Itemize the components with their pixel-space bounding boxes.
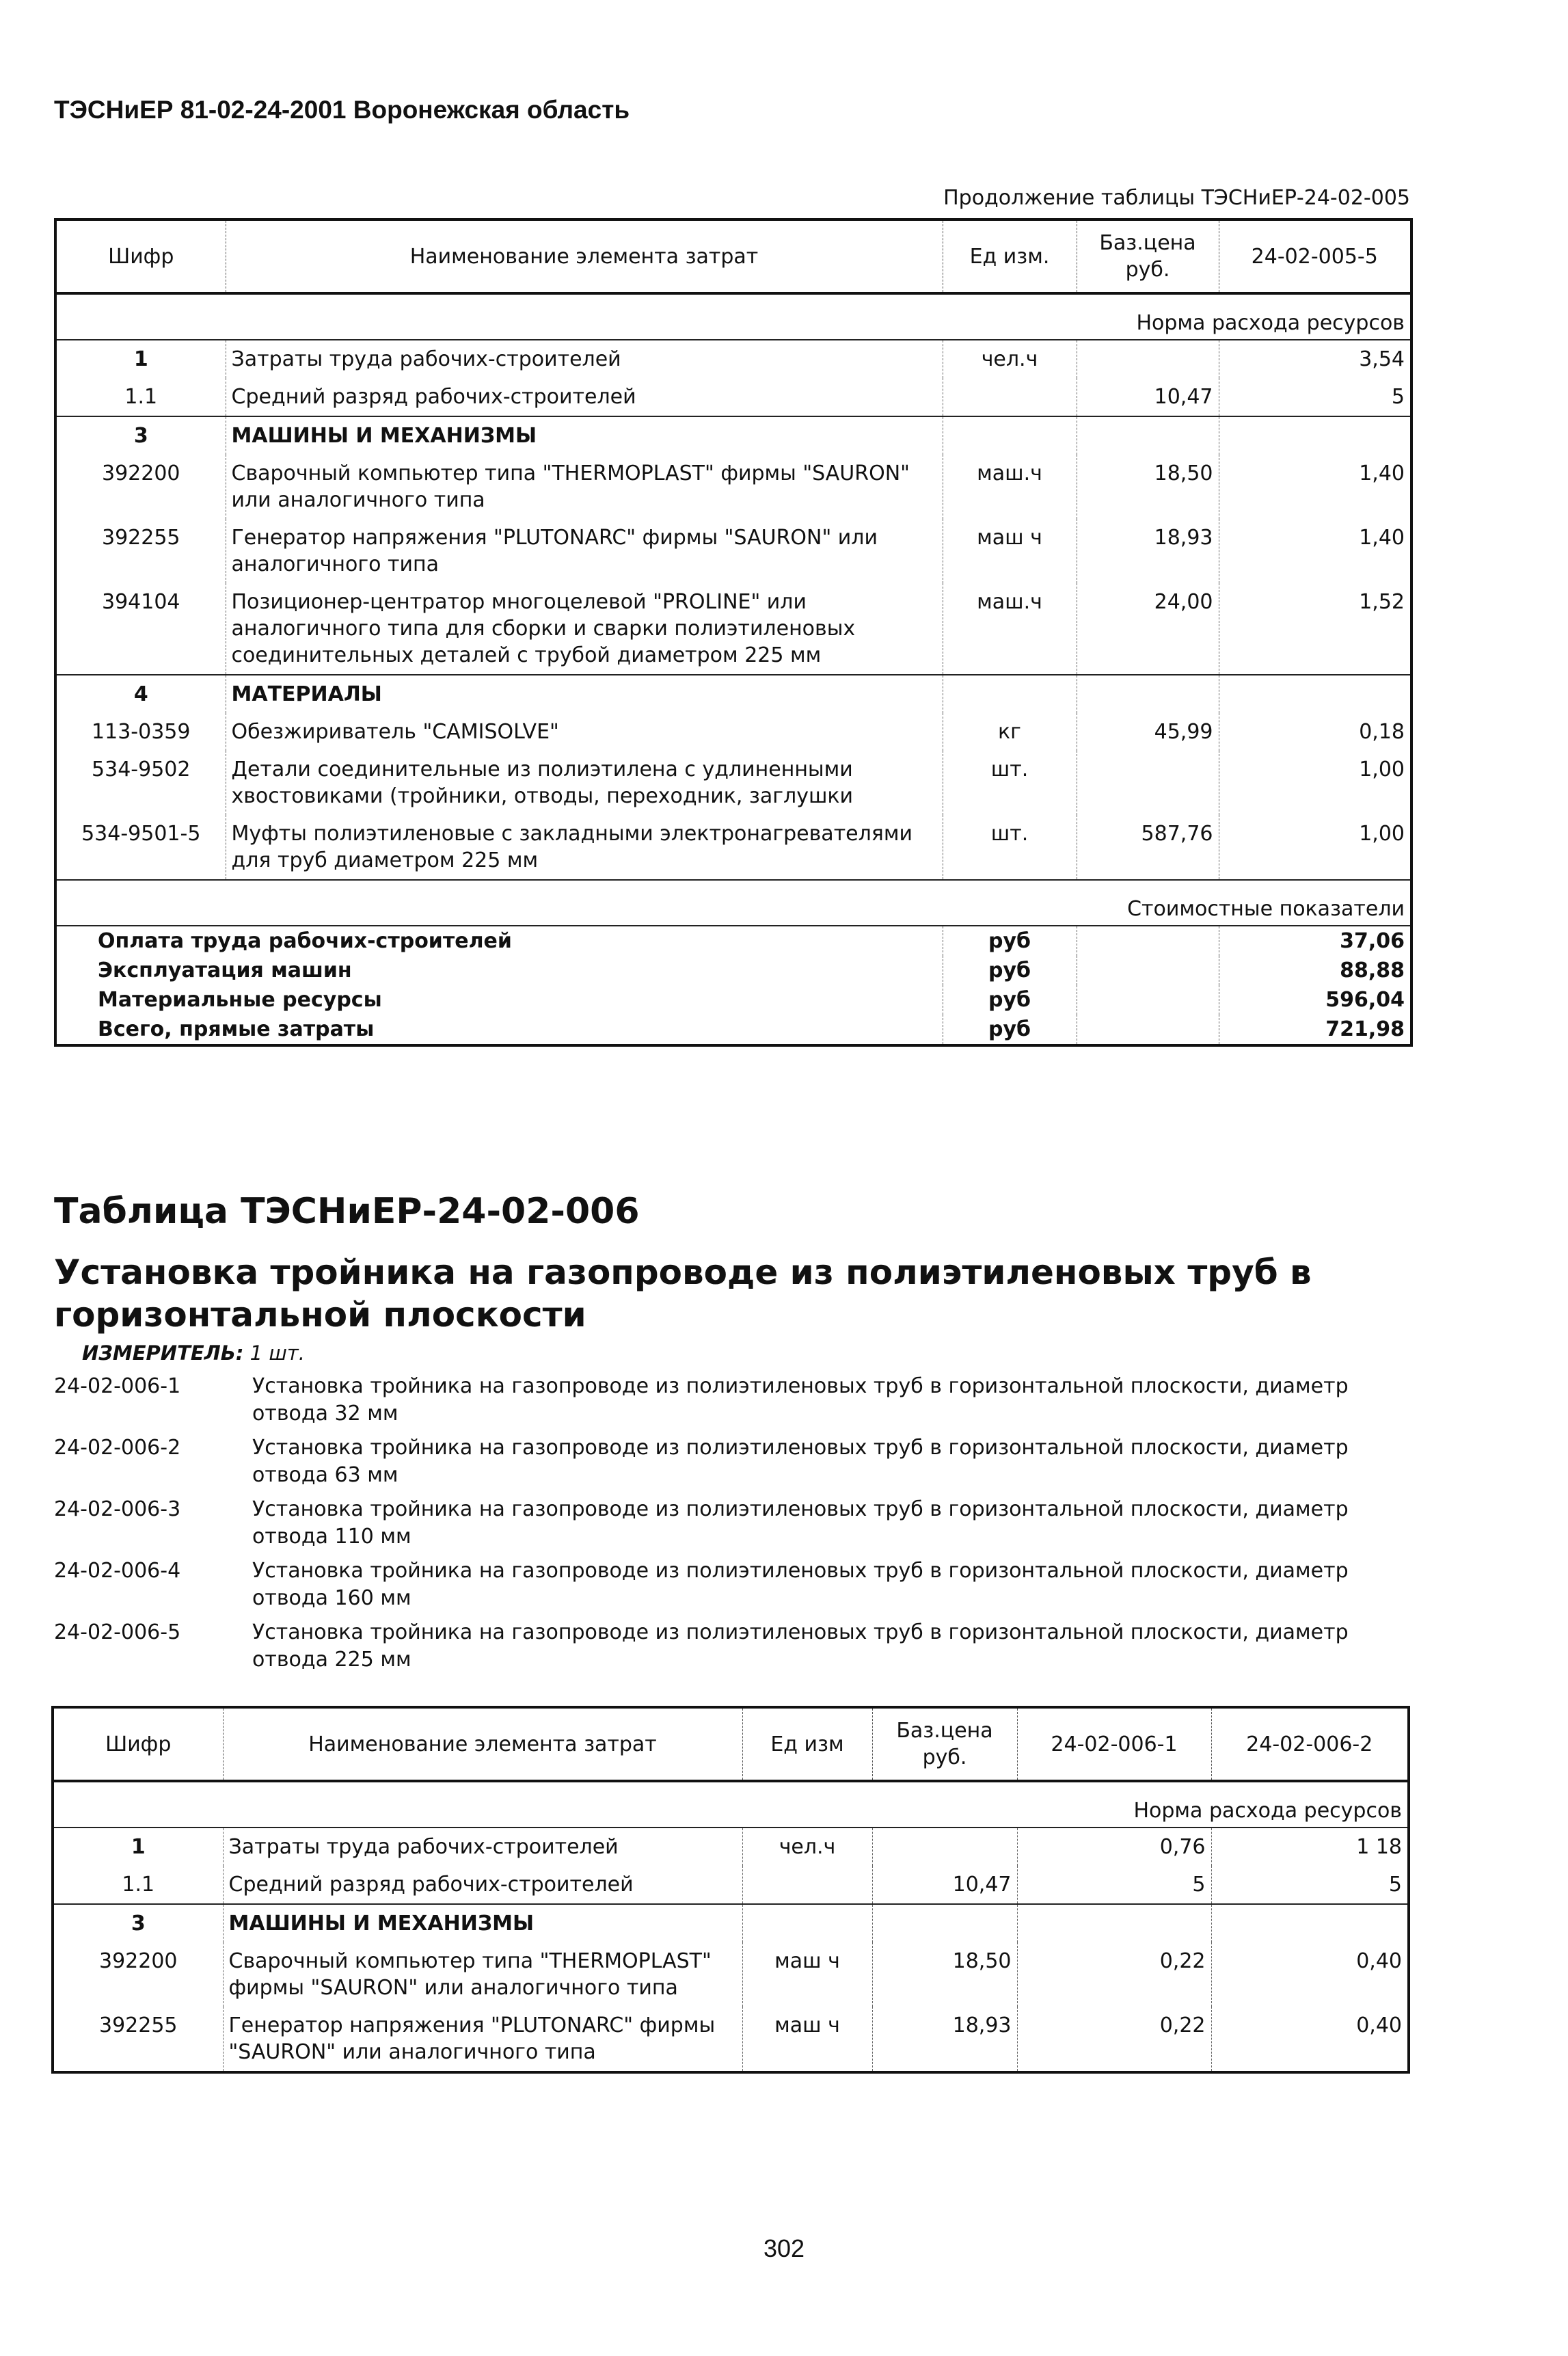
cell-code: 534-9501-5 bbox=[81, 822, 201, 846]
cell-norm-1: 1,52 bbox=[1219, 583, 1411, 675]
cell-code: 392255 bbox=[101, 526, 180, 550]
item-text: Установка тройника на газопроводе из полиэтиленовых труб в горизонтальной плоскости, диаметр отвода 32 мм bbox=[252, 1374, 1349, 1425]
cell-unit: чел.ч bbox=[742, 1828, 872, 1866]
col-header-unit: Ед изм bbox=[742, 1707, 872, 1781]
cell-norm-2: 0,40 bbox=[1211, 1942, 1409, 2007]
total-unit: руб bbox=[943, 985, 1077, 1015]
section-row bbox=[55, 675, 1411, 713]
list-item bbox=[54, 1557, 1394, 1612]
norm-label: Норма расхода ресурсов bbox=[55, 293, 1411, 340]
col-header-code: Шифр bbox=[105, 1732, 172, 1756]
table-row bbox=[53, 1866, 1409, 1904]
cell-code: 534-9502 bbox=[92, 758, 191, 781]
cell-norm-1: 0,22 bbox=[1017, 1942, 1211, 2007]
table-row bbox=[53, 1942, 1409, 2007]
total-label: Материальные ресурсы bbox=[98, 988, 382, 1012]
resource-table-006 bbox=[51, 1706, 1410, 2074]
cell-unit bbox=[742, 1904, 872, 1942]
list-item bbox=[54, 1373, 1394, 1428]
total-price-empty bbox=[1077, 985, 1219, 1015]
cell-norm-1: 1,40 bbox=[1219, 519, 1411, 583]
table-row bbox=[55, 519, 1411, 583]
total-unit: руб bbox=[943, 926, 1077, 956]
table-row bbox=[55, 455, 1411, 519]
cell-norm-2: 1 18 bbox=[1211, 1828, 1409, 1866]
cell-name: МАШИНЫ И МЕХАНИЗМЫ bbox=[226, 416, 943, 455]
cell-name: МАШИНЫ И МЕХАНИЗМЫ bbox=[223, 1904, 742, 1942]
cost-label-row bbox=[55, 880, 1411, 926]
cell-code: 1 bbox=[133, 347, 148, 371]
continuation-label: Продолжение таблицы ТЭСНиЕР-24-02-005 bbox=[943, 186, 1410, 210]
cell-norm-1 bbox=[1017, 1904, 1211, 1942]
total-price-empty bbox=[1077, 956, 1219, 985]
cell-norm-1: 1,00 bbox=[1219, 751, 1411, 815]
table-row bbox=[55, 340, 1411, 378]
item-text: Установка тройника на газопроводе из полиэтиленовых труб в горизонтальной плоскости, диаметр отвода 63 мм bbox=[252, 1436, 1349, 1487]
cell-norm-1 bbox=[1219, 416, 1411, 455]
cell-code: 1.1 bbox=[122, 1873, 155, 1897]
table-row bbox=[55, 378, 1411, 416]
page-number: 302 bbox=[763, 2234, 805, 2262]
table-body bbox=[53, 1781, 1409, 2072]
cell-price: 18,93 bbox=[872, 2007, 1017, 2072]
item-text: Установка тройника на газопроводе из полиэтиленовых труб в горизонтальной плоскости, диаметр отвода 110 мм bbox=[252, 1497, 1349, 1549]
table-row bbox=[55, 713, 1411, 751]
cell-price bbox=[1077, 751, 1219, 815]
table-body bbox=[55, 293, 1411, 1045]
cell-norm-2: 0,40 bbox=[1211, 2007, 1409, 2072]
section-row bbox=[55, 416, 1411, 455]
total-label: Эксплуатация машин bbox=[98, 959, 352, 982]
cell-code: 113-0359 bbox=[92, 720, 191, 744]
col-header-name: Наименование элемента затрат bbox=[223, 1707, 742, 1781]
total-price-empty bbox=[1077, 926, 1219, 956]
table-row bbox=[53, 2007, 1409, 2072]
cell-price: 18,50 bbox=[872, 1942, 1017, 2007]
cell-name: Сварочный компьютер типа "THERMOPLAST" фирмы "SAURON" или аналогичного типа bbox=[223, 1942, 742, 2007]
cell-name: Затраты труда рабочих-строителей bbox=[223, 1828, 742, 1866]
cell-price bbox=[1077, 340, 1219, 378]
cell-price: 18,50 bbox=[1077, 455, 1219, 519]
cost-label: Стоимостные показатели bbox=[55, 880, 1411, 926]
total-unit: руб bbox=[943, 1015, 1077, 1045]
total-label: Оплата труда рабочих-строителей bbox=[98, 929, 512, 953]
cell-norm-1: 3,54 bbox=[1219, 340, 1411, 378]
table-row bbox=[55, 815, 1411, 880]
item-code: 24-02-006-5 bbox=[54, 1620, 181, 1644]
cell-code: 392200 bbox=[101, 461, 180, 485]
list-item bbox=[54, 1496, 1394, 1551]
cell-unit: маш.ч bbox=[943, 455, 1077, 519]
cell-unit: маш ч bbox=[742, 2007, 872, 2072]
cell-unit: маш.ч bbox=[943, 583, 1077, 675]
cell-price: 10,47 bbox=[1077, 378, 1219, 416]
cell-code: 1.1 bbox=[124, 385, 158, 409]
total-row bbox=[55, 985, 1411, 1015]
cell-name: Позиционер-центратор многоцелевой "PROLINE" или аналогичного типа для сборки и сварки полиэтиленовых соединительных деталей с трубой диаметром 225 мм bbox=[226, 583, 943, 675]
cell-name: Затраты труда рабочих-строителей bbox=[226, 340, 943, 378]
meter bbox=[82, 1341, 305, 1365]
cell-norm-1: 0,76 bbox=[1017, 1828, 1211, 1866]
cell-unit bbox=[742, 1866, 872, 1904]
col-header-price: Баз.цена руб. bbox=[872, 1707, 1017, 1781]
item-list bbox=[54, 1373, 1394, 1681]
cell-unit bbox=[943, 416, 1077, 455]
total-unit: руб bbox=[943, 956, 1077, 985]
cell-norm-1: 5 bbox=[1017, 1866, 1211, 1904]
list-item bbox=[54, 1619, 1394, 1674]
cell-name: Средний разряд рабочих-строителей bbox=[226, 378, 943, 416]
cell-name: Детали соединительные из полиэтилена с удлиненными хвостовиками (тройники, отводы, переходник, заглушки bbox=[226, 751, 943, 815]
col-header-name: Наименование элемента затрат bbox=[226, 219, 943, 293]
cell-unit: шт. bbox=[943, 751, 1077, 815]
cell-norm-2 bbox=[1211, 1904, 1409, 1942]
table-header-row bbox=[55, 219, 1411, 293]
cell-norm-1: 1,00 bbox=[1219, 815, 1411, 880]
cell-norm-1 bbox=[1219, 675, 1411, 713]
total-row bbox=[55, 1015, 1411, 1045]
table-title: Таблица ТЭСНиЕР-24-02-006 bbox=[54, 1191, 640, 1232]
total-value: 596,04 bbox=[1219, 985, 1411, 1015]
cell-code: 3 bbox=[55, 416, 226, 455]
total-row bbox=[55, 926, 1411, 956]
item-text: Установка тройника на газопроводе из полиэтиленовых труб в горизонтальной плоскости, диаметр отвода 160 мм bbox=[252, 1559, 1349, 1610]
cell-code: 392255 bbox=[98, 2013, 178, 2037]
table-header-row bbox=[53, 1707, 1409, 1781]
item-code: 24-02-006-1 bbox=[54, 1374, 181, 1398]
cell-norm-2: 5 bbox=[1211, 1866, 1409, 1904]
norm-label: Норма расхода ресурсов bbox=[53, 1781, 1409, 1828]
cell-name: Обезжириватель "CAMISOLVE" bbox=[226, 713, 943, 751]
col-header-unit: Ед изм. bbox=[943, 219, 1077, 293]
cell-price bbox=[872, 1904, 1017, 1942]
cell-price: 10,47 bbox=[872, 1866, 1017, 1904]
norm-label-row bbox=[55, 293, 1411, 340]
total-value: 37,06 bbox=[1219, 926, 1411, 956]
cell-price: 587,76 bbox=[1077, 815, 1219, 880]
cell-price: 18,93 bbox=[1077, 519, 1219, 583]
total-value: 721,98 bbox=[1219, 1015, 1411, 1045]
cell-code: 1 bbox=[131, 1835, 146, 1859]
cell-name: Средний разряд рабочих-строителей bbox=[223, 1866, 742, 1904]
col-header-price: Баз.цена руб. bbox=[1077, 219, 1219, 293]
resource-table-005 bbox=[54, 218, 1413, 1047]
cell-name: Генератор напряжения "PLUTONARC" фирмы "SAURON" или аналогичного типа bbox=[226, 519, 943, 583]
total-price-empty bbox=[1077, 1015, 1219, 1045]
cell-name: МАТЕРИАЛЫ bbox=[226, 675, 943, 713]
cell-unit: маш ч bbox=[742, 1942, 872, 2007]
cell-price bbox=[1077, 675, 1219, 713]
cell-price bbox=[1077, 416, 1219, 455]
cell-price: 45,99 bbox=[1077, 713, 1219, 751]
cell-norm-1: 5 bbox=[1219, 378, 1411, 416]
table-row bbox=[55, 583, 1411, 675]
item-text: Установка тройника на газопроводе из полиэтиленовых труб в горизонтальной плоскости, диаметр отвода 225 мм bbox=[252, 1620, 1349, 1672]
col-header-norm: 24-02-005-5 bbox=[1219, 219, 1411, 293]
item-code: 24-02-006-4 bbox=[54, 1559, 181, 1583]
document-header: ТЭСНиЕР 81-02-24-2001 Воронежская область bbox=[54, 96, 630, 124]
cell-unit: маш ч bbox=[943, 519, 1077, 583]
cell-code: 3 bbox=[53, 1904, 223, 1942]
cell-unit bbox=[943, 378, 1077, 416]
meter-value: 1 шт. bbox=[249, 1341, 305, 1365]
cell-price bbox=[872, 1828, 1017, 1866]
cell-code: 392200 bbox=[98, 1949, 178, 1973]
cell-code: 4 bbox=[55, 675, 226, 713]
section-row bbox=[53, 1904, 1409, 1942]
total-label: Всего, прямые затраты bbox=[98, 1017, 375, 1041]
cell-norm-1: 1,40 bbox=[1219, 455, 1411, 519]
cell-name: Сварочный компьютер типа "THERMOPLAST" фирмы "SAURON" или аналогичного типа bbox=[226, 455, 943, 519]
norm-label-row bbox=[53, 1781, 1409, 1828]
cell-unit: шт. bbox=[943, 815, 1077, 880]
col-header-norm-2: 24-02-006-2 bbox=[1211, 1707, 1409, 1781]
total-value: 88,88 bbox=[1219, 956, 1411, 985]
cell-code: 394104 bbox=[101, 590, 180, 614]
cell-unit: чел.ч bbox=[943, 340, 1077, 378]
col-header-code: Шифр bbox=[108, 244, 174, 269]
list-item bbox=[54, 1434, 1394, 1489]
cell-unit: кг bbox=[943, 713, 1077, 751]
table-subtitle: Установка тройника на газопроводе из полиэтиленовых труб в горизонтальной плоскости bbox=[54, 1253, 1312, 1335]
cell-name: Муфты полиэтиленовые с закладными электронагревателями для труб диаметром 225 мм bbox=[226, 815, 943, 880]
item-code: 24-02-006-3 bbox=[54, 1497, 181, 1521]
cell-name: Генератор напряжения "PLUTONARC" фирмы "SAURON" или аналогичного типа bbox=[223, 2007, 742, 2072]
table-row bbox=[55, 751, 1411, 815]
total-row bbox=[55, 956, 1411, 985]
meter-label: ИЗМЕРИТЕЛЬ: bbox=[82, 1341, 244, 1365]
cell-unit bbox=[943, 675, 1077, 713]
table-row bbox=[53, 1828, 1409, 1866]
cell-price: 24,00 bbox=[1077, 583, 1219, 675]
col-header-norm-1: 24-02-006-1 bbox=[1017, 1707, 1211, 1781]
item-code: 24-02-006-2 bbox=[54, 1436, 181, 1460]
cell-norm-1: 0,18 bbox=[1219, 713, 1411, 751]
cell-norm-1: 0,22 bbox=[1017, 2007, 1211, 2072]
